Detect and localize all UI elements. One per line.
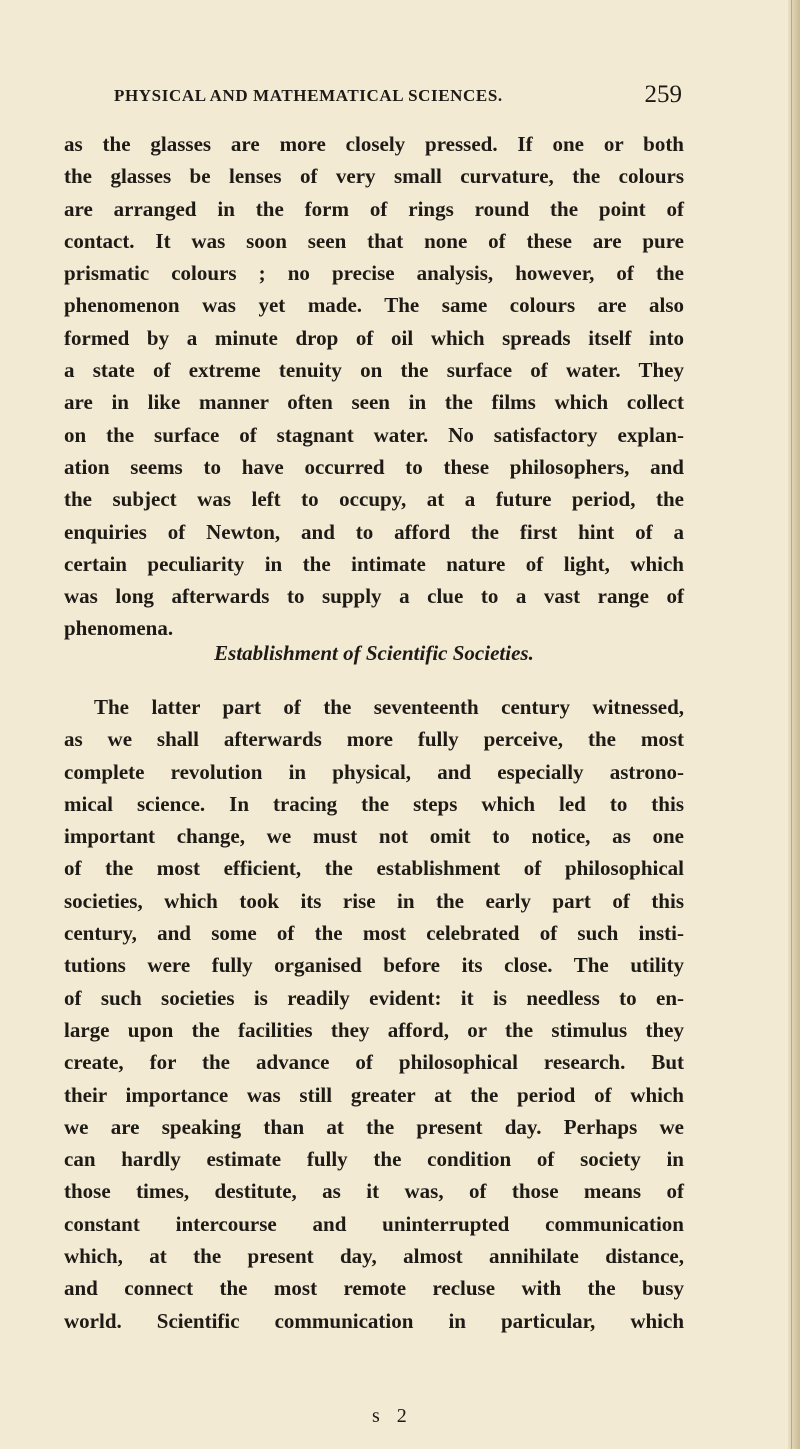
page-number: 259 bbox=[644, 81, 682, 108]
text-line: on the surface of stagnant water. No satisfactory explan- bbox=[64, 422, 684, 447]
text-line: contact. It was soon seen that none of these are pure bbox=[64, 228, 684, 253]
text-line: century, and some of the most celebrated of such insti- bbox=[64, 921, 684, 946]
section-heading: Establishment of Scientific Societies. bbox=[214, 641, 534, 665]
text-line: certain peculiarity in the intimate nature of light, which bbox=[64, 551, 684, 576]
text-line: complete revolution in physical, and especially astrono- bbox=[64, 759, 684, 784]
text-line: create, for the advance of philosophical research. But bbox=[64, 1050, 684, 1075]
text-line: which, at the present day, almost annihilate distance, bbox=[64, 1244, 684, 1269]
text-line: mical science. In tracing the steps which led to this bbox=[64, 791, 684, 816]
text-line: as we shall afterwards more fully perceive, the most bbox=[64, 727, 684, 752]
text-line: The latter part of the seventeenth century witnessed, bbox=[94, 695, 684, 719]
running-title: PHYSICAL AND MATHEMATICAL SCIENCES. bbox=[114, 86, 503, 105]
text-line: we are speaking than at the present day. Perhaps we bbox=[64, 1114, 684, 1139]
text-line: world. Scientific communication in particular, which bbox=[64, 1308, 684, 1333]
text-line: prismatic colours ; no precise analysis, however, of the bbox=[64, 261, 684, 286]
text-line: phenomena. bbox=[64, 616, 174, 641]
text-line: important change, we must not omit to notice, as one bbox=[64, 824, 684, 849]
text-line: societies, which took its rise in the early part of this bbox=[64, 888, 684, 913]
text-line: large upon the facilities they afford, or the stimulus they bbox=[64, 1017, 684, 1042]
running-head bbox=[114, 81, 682, 112]
text-line: their importance was still greater at the period of which bbox=[64, 1082, 684, 1107]
text-line: of the most efficient, the establishment of philosophical bbox=[64, 856, 684, 881]
text-line: those times, destitute, as it was, of those means of bbox=[64, 1179, 684, 1204]
text-line: as the glasses are more closely pressed. If one or both bbox=[64, 132, 684, 156]
text-line: can hardly estimate fully the condition of society in bbox=[64, 1147, 684, 1172]
text-line: tutions were fully organised before its close. The utility bbox=[64, 953, 684, 978]
text-line: phenomenon was yet made. The same colours are also bbox=[64, 293, 684, 318]
paragraph-establishment bbox=[64, 691, 684, 1337]
page-edge bbox=[788, 0, 800, 1449]
text-line: was long afterwards to supply a clue to a vast range of bbox=[64, 584, 684, 609]
text-line: constant intercourse and uninterrupted communication bbox=[64, 1211, 684, 1236]
text-line: enquiries of Newton, and to afford the first hint of a bbox=[64, 519, 684, 544]
paragraph-continued bbox=[64, 128, 684, 645]
text-line: a state of extreme tenuity on the surface of water. They bbox=[64, 358, 684, 383]
text-line: are in like manner often seen in the films which collect bbox=[64, 390, 684, 415]
text-line: the subject was left to occupy, at a future period, the bbox=[64, 487, 684, 512]
text-line: the glasses be lenses of very small curvature, the colours bbox=[64, 164, 684, 189]
text-line: ation seems to have occurred to these philosophers, and bbox=[64, 454, 684, 479]
text-line: and connect the most remote recluse with the busy bbox=[64, 1276, 684, 1301]
text-line: of such societies is readily evident: it is needless to en- bbox=[64, 985, 684, 1010]
text-line: formed by a minute drop of oil which spreads itself into bbox=[64, 325, 684, 350]
signature-mark: s 2 bbox=[372, 1405, 413, 1427]
text-line: are arranged in the form of rings round the point of bbox=[64, 196, 684, 221]
